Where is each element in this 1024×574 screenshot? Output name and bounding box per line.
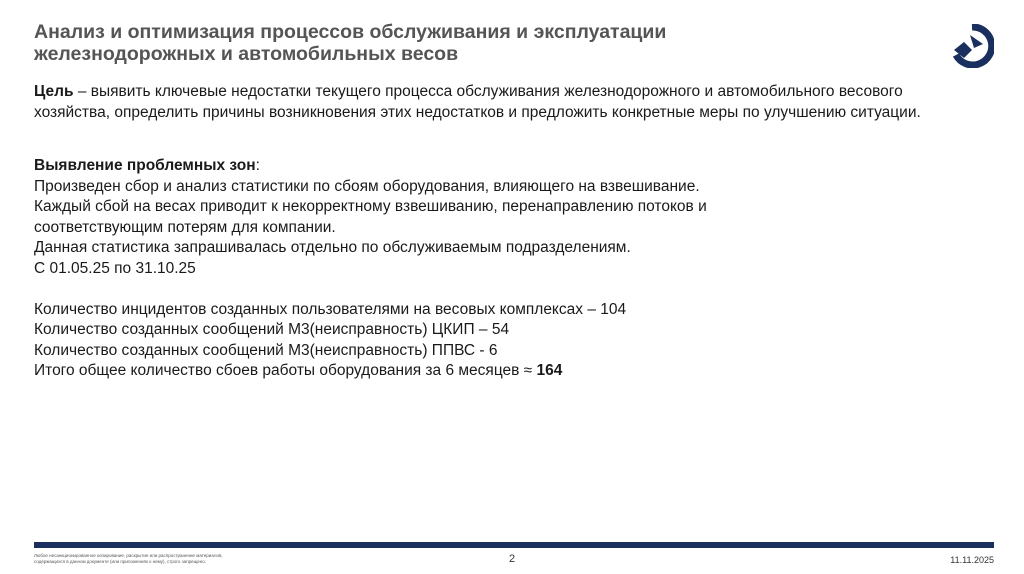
goal-label: Цель	[34, 83, 74, 100]
goal-text: – выявить ключевые недостатки текущего процесса обслуживания железнодорожного и автомобильного весового хозяйства, определить причины возникновения этих недостатков и предложить конкретные меры по улучшению ситуации.	[34, 83, 921, 121]
stat-line-ppvs: Количество созданных сообщений М3(неисправность) ППВС - 6	[34, 341, 498, 359]
slide-title-line-1: Анализ и оптимизация процессов обслуживания и эксплуатации	[34, 21, 667, 43]
problem-line: Произведен сбор и анализ статистики по сбоям оборудования, влияющего на взвешивание.	[34, 177, 700, 195]
footer-bar	[34, 542, 994, 548]
company-logo-icon	[950, 24, 994, 68]
problem-line: соответствующим потерям для компании.	[34, 218, 336, 236]
stat-line-ckip: Количество созданных сообщений М3(неисправность) ЦКИП – 54	[34, 321, 510, 338]
problem-areas-heading: Выявление проблемных зон:	[34, 157, 260, 174]
goal-paragraph	[34, 82, 974, 123]
spacer	[34, 279, 974, 300]
problem-line: Каждый сбой на весах приводит к некорректному взвешиванию, перенаправлению потоков и	[34, 198, 707, 215]
page-number: 2	[508, 553, 516, 565]
problem-line: Данная статистика запрашивалась отдельно по обслуживаемым подразделениям.	[34, 239, 631, 256]
total-value: 164	[536, 362, 563, 379]
slide-title-line-2: железнодорожных и автомобильных весов	[34, 43, 459, 65]
footer-disclaimer: Любое несанкционированное копирование, раскрытие или распространение материалов, содержащихся в данном документе (или приложениях к нему), строго запрещено.	[34, 553, 223, 564]
period-line: С 01.05.25 по 31.10.25	[34, 259, 196, 277]
stat-line-total: Итого общее количество сбоев работы оборудования за 6 месяцев ≈ 164	[34, 362, 563, 379]
slide-title	[34, 21, 894, 65]
footer-date: 11.11.2025	[950, 555, 994, 565]
stat-line-incidents: Количество инцидентов созданных пользователями на весовых комплексах – 104	[34, 300, 627, 318]
problem-areas-section	[34, 156, 974, 382]
